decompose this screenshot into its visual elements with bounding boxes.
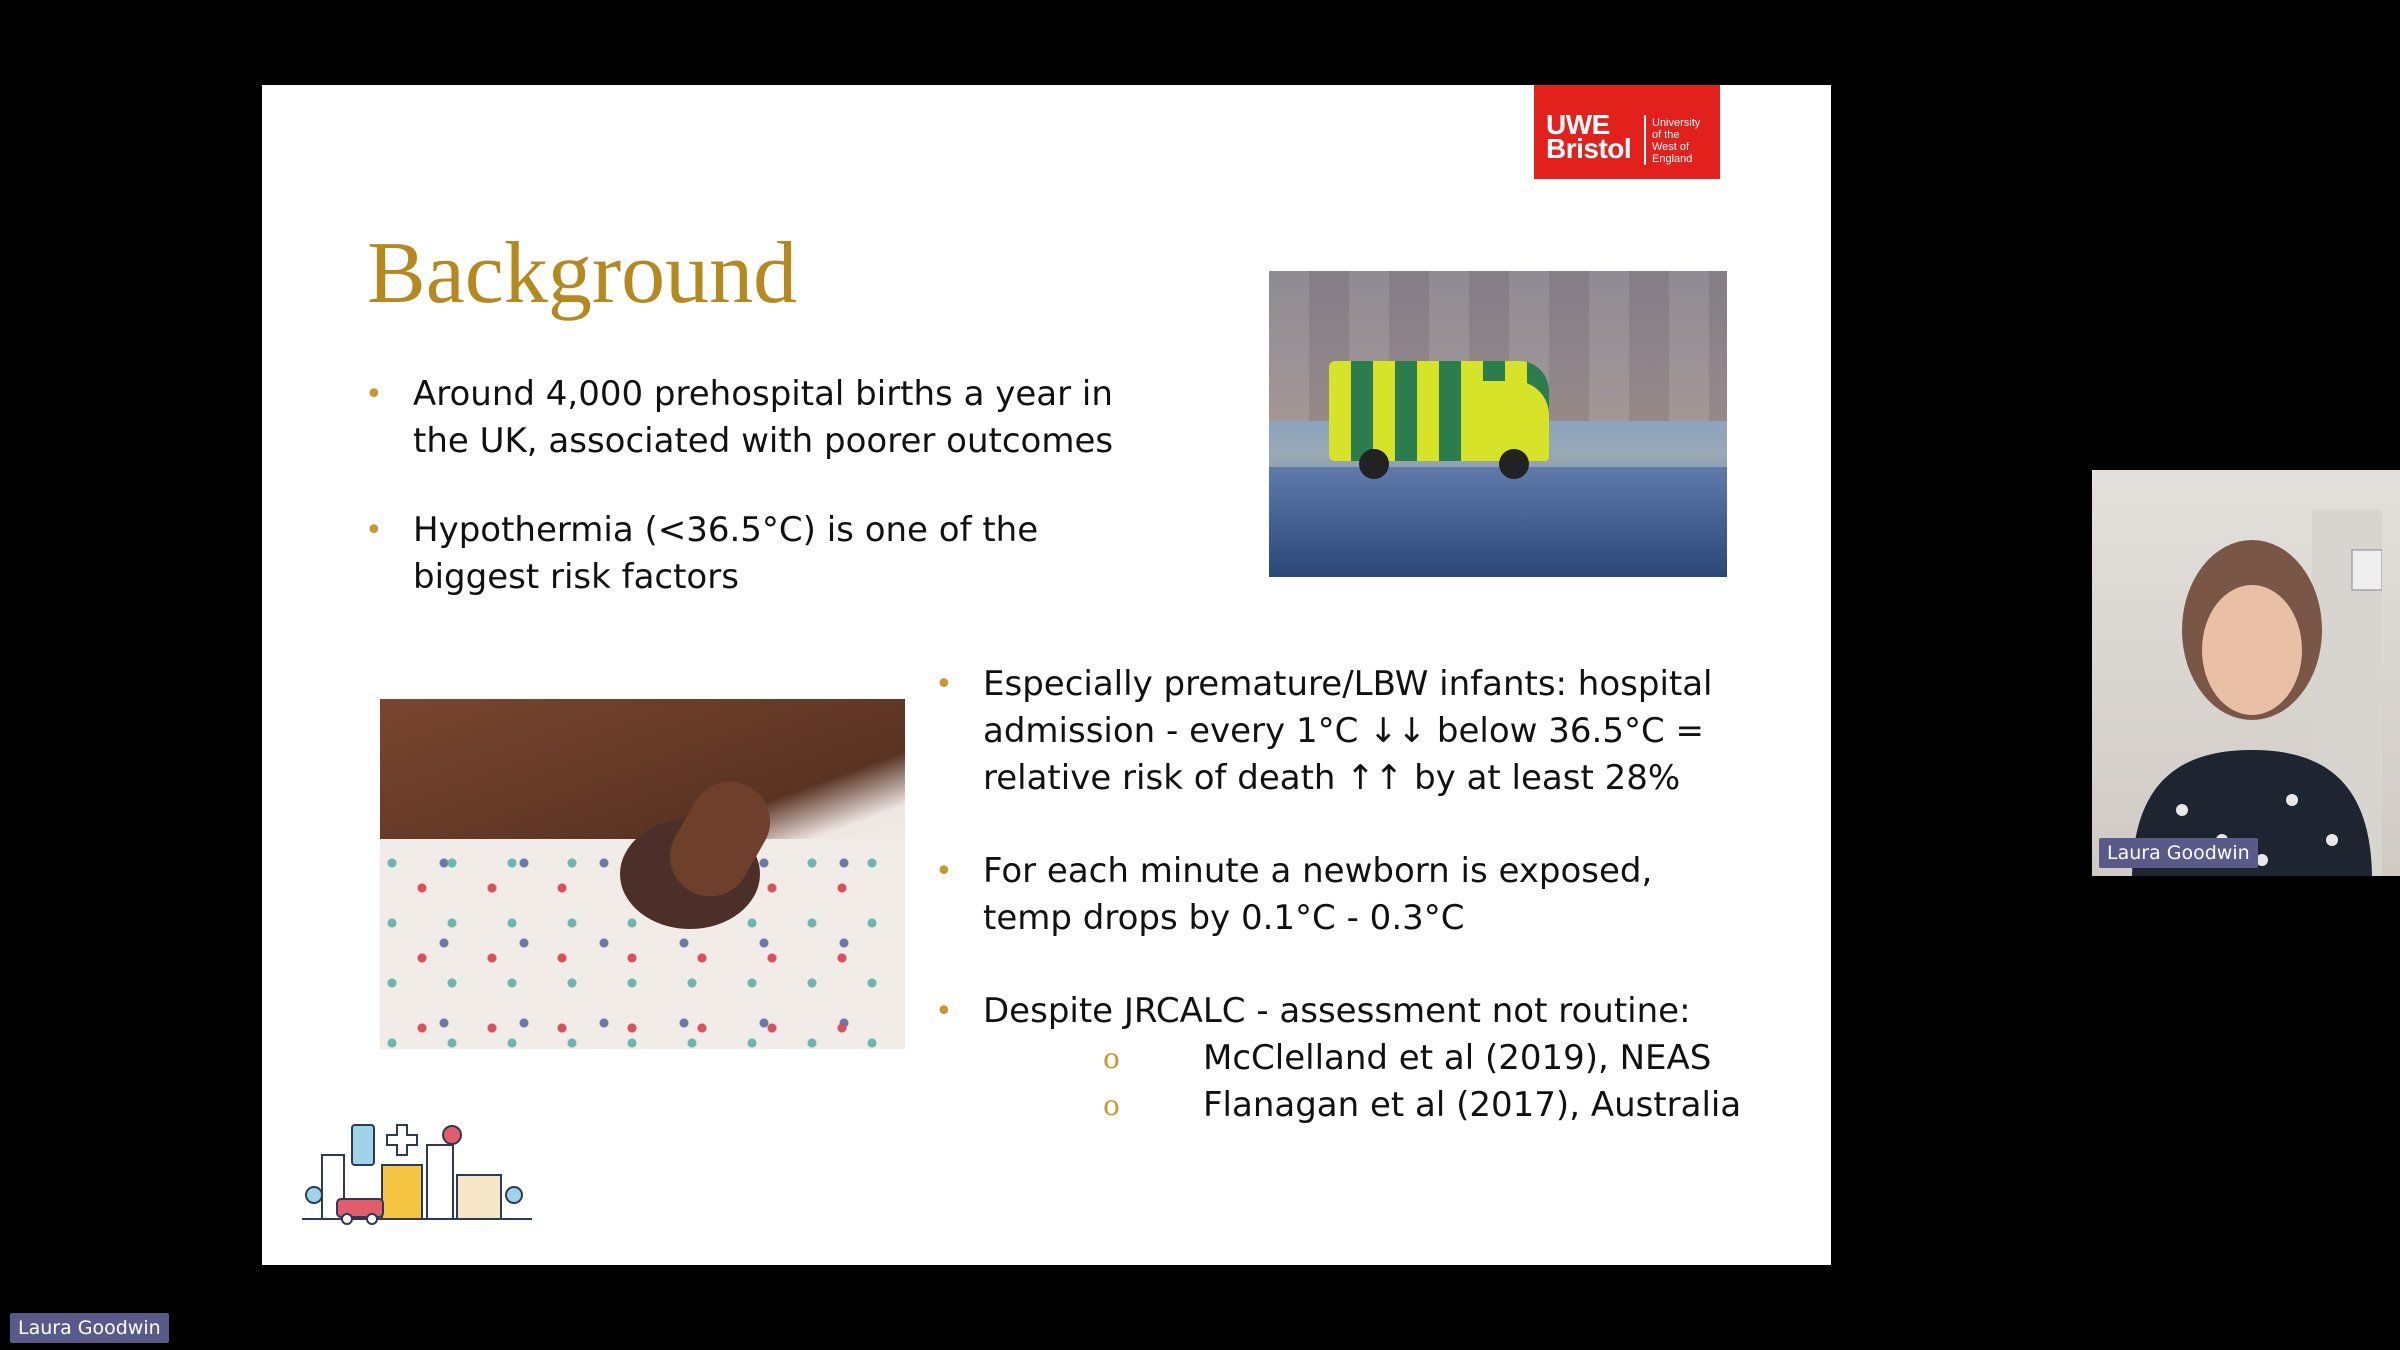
bullet-item	[365, 371, 1155, 465]
ambulance-wheel	[1359, 449, 1389, 479]
bullet-item	[935, 988, 1815, 1129]
sub-bullet-item: o Flanagan et al (2017), Australia	[983, 1082, 1815, 1129]
sub-bullet-item: o McClelland et al (2019), NEAS	[983, 1035, 1815, 1082]
bullet-line: • For each minute a newborn is exposed,	[983, 851, 1653, 891]
shared-slide	[262, 85, 1831, 1265]
bullet-line: temp drops by 0.1°C - 0.3°C	[983, 898, 1465, 938]
bullet-line: • Especially premature/LBW infants: hospital	[983, 664, 1713, 704]
logo-line-2: Bristol	[1546, 133, 1632, 164]
logo-sub-1: University	[1652, 117, 1701, 129]
bullet-item	[365, 507, 1155, 601]
city-healthcare-icon	[302, 1115, 532, 1225]
bullet-line: • Hypothermia (<36.5°C) is one of the	[413, 510, 1039, 550]
newborn-skin-to-skin-photo	[380, 699, 905, 1049]
bullet-line: the UK, associated with poorer outcomes	[413, 421, 1114, 461]
bullet-line: biggest risk factors	[413, 557, 739, 597]
logo-divider	[1644, 115, 1646, 165]
ambulance-wheel	[1499, 449, 1529, 479]
bullet-line: admission - every 1°C ↓↓ below 36.5°C =	[983, 711, 1705, 751]
bullet-line: • Around 4,000 prehospital births a year in	[413, 374, 1113, 414]
logo-sub-4: England	[1652, 153, 1693, 165]
left-bullet-list	[365, 371, 1155, 643]
ambulance-photo	[1269, 271, 1727, 577]
uwe-bristol-logo	[1534, 85, 1720, 179]
right-bullet-list	[935, 661, 1815, 1129]
logo-wordmark	[1546, 109, 1632, 164]
participant-name-tag: Laura Goodwin	[2099, 838, 2258, 868]
self-name-tag: Laura Goodwin	[10, 1313, 169, 1343]
participant-video-tile[interactable]	[2092, 470, 2400, 876]
logo-line-1: UWE	[1546, 109, 1610, 140]
bullet-item	[935, 848, 1815, 942]
slide-title: Background	[367, 225, 798, 322]
logo-sub-3: West of	[1652, 141, 1690, 153]
bullet-line: relative risk of death ↑↑ by at least 28%	[983, 758, 1681, 798]
logo-sub-2: of the	[1652, 129, 1680, 141]
photo-road	[1269, 467, 1727, 577]
bullet-item	[935, 661, 1815, 802]
bullet-line: • Despite JRCALC - assessment not routine:	[983, 991, 1691, 1031]
logo-subtext	[1652, 117, 1700, 165]
participant-video-feed	[2122, 510, 2382, 876]
sub-bullet-list	[983, 1035, 1815, 1129]
